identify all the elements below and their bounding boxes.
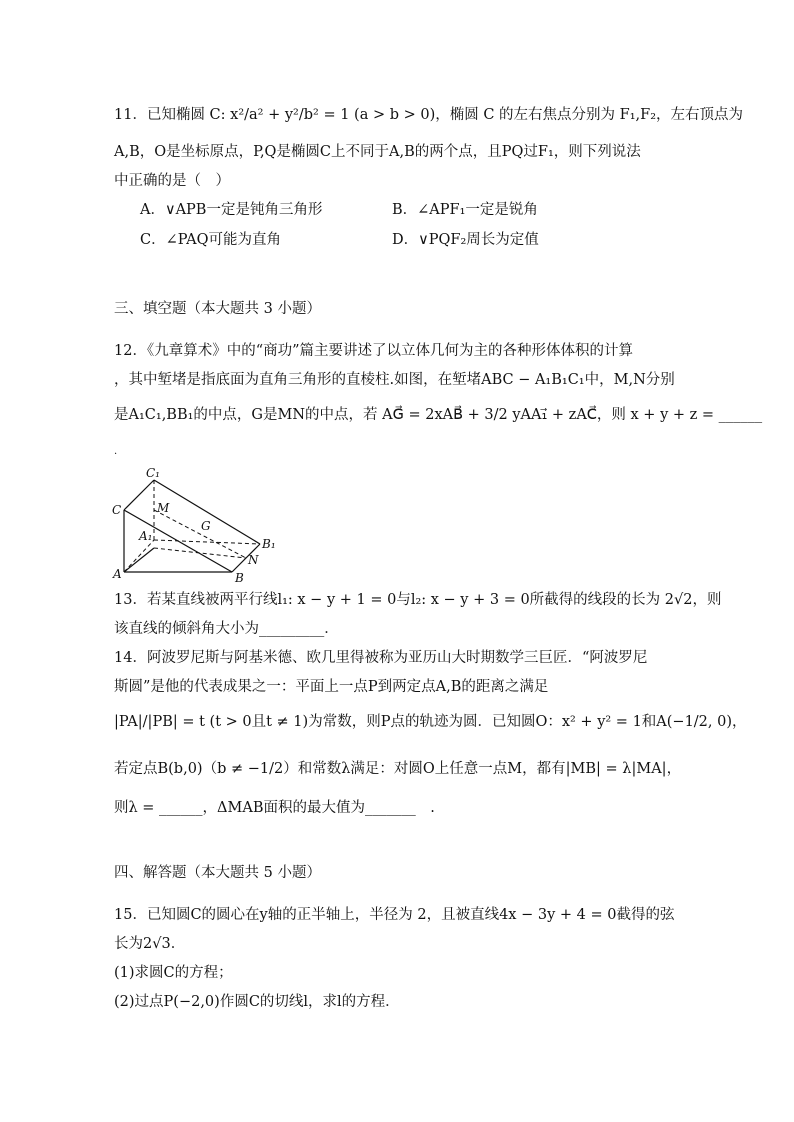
segment-m-n bbox=[154, 510, 246, 558]
q15-line-4: (2)过点P(−2,0)作圆C的切线l，求l的方程． bbox=[114, 994, 400, 1010]
q15-line-2: 长为2√3． bbox=[114, 936, 186, 952]
label-g: G bbox=[201, 519, 211, 533]
label-b: B bbox=[235, 571, 244, 584]
q11-option-c: C．∠PAQ可能为直角 bbox=[140, 232, 282, 248]
label-c1: C₁ bbox=[146, 466, 160, 480]
label-a1: A₁ bbox=[139, 529, 153, 543]
q14-line-5: 则λ = ______，ΔMAB面积的最大值为_______ . bbox=[114, 800, 435, 816]
edge-a-a1 bbox=[124, 540, 154, 572]
label-b1: B₁ bbox=[262, 537, 276, 551]
label-m: M bbox=[157, 501, 170, 515]
q15-line-3: (1)求圆C的方程； bbox=[114, 965, 233, 981]
q12-line-1: 12．《九章算术》中的“商功”篇主要讲述了以立体几何为主的各种形体体积的计算 bbox=[114, 343, 634, 359]
label-n: N bbox=[248, 553, 259, 567]
q13-line-1: 13．若某直线被两平行线l₁: x − y + 1 = 0与l₂: x − y + 3 = 0所截得的线段的长为 2√2，则 bbox=[114, 592, 722, 608]
q14-line-2: 斯圆”是他的代表成果之一：平面上一点P到两定点A,B的距离之满足 bbox=[114, 679, 549, 695]
edge-a1-b1 bbox=[154, 540, 260, 544]
section-3-heading: 三、填空题（本大题共 3 小题） bbox=[114, 301, 321, 317]
q11-line-1: 11．已知椭圆 C: x²/a² + y²/b² = 1 (a > b > 0)，椭圆 C 的左右焦点分别为 F₁,F₂，左右顶点为 bbox=[114, 107, 744, 123]
label-a: A bbox=[113, 567, 122, 581]
label-c: C bbox=[112, 503, 122, 517]
section-4-heading: 四、解答题（本大题共 5 小题） bbox=[114, 865, 321, 881]
prism-diagram bbox=[110, 466, 290, 584]
q11-option-a: A．∨APB一定是钝角三角形 bbox=[140, 202, 323, 218]
q12-line-4: . bbox=[114, 446, 118, 457]
q14-line-3: |PA|/|PB| = t (t > 0且t ≠ 1)为常数，则P点的轨迹为圆．已知圆O：x² + y² = 1和A(−1/2, 0)， bbox=[114, 714, 747, 730]
q15-line-1: 15．已知圆C的圆心在y轴的正半轴上，半径为 2，且被直线4x − 3y + 4 = 0截得的弦 bbox=[114, 907, 675, 923]
q14-line-1: 14．阿波罗尼斯与阿基米德、欧几里得被称为亚历山大时期数学三巨匠．“阿波罗尼 bbox=[114, 650, 648, 666]
q12-line-2: ，其中堑堵是指底面为直角三角形的直棱柱.如图，在堑堵ABC − A₁B₁C₁中，M,N分别 bbox=[114, 372, 675, 388]
prism-figure bbox=[110, 466, 290, 584]
edge-a-g-line bbox=[124, 548, 154, 572]
edge-c-c1 bbox=[124, 480, 154, 510]
q11-line-2: A,B，O是坐标原点，P,Q是椭圆C上不同于A,B的两个点，且PQ过F₁，则下列说法 bbox=[114, 144, 641, 160]
q12-line-3: 是A₁C₁,BB₁的中点，G是MN的中点，若 AG⃗ = 2xAB⃗ + 3/2 yAA₁⃗ + zAC⃗，则 x + y + z = ______ bbox=[114, 407, 763, 423]
q13-line-2: 该直线的倾斜角大小为_________． bbox=[114, 621, 339, 637]
edge-c1-b1 bbox=[154, 480, 260, 544]
q11-option-b: B．∠APF₁一定是锐角 bbox=[392, 202, 538, 218]
q14-line-4: 若定点B(b,0)（b ≠ −1/2）和常数λ满足：对圆O上任意一点M，都有|MB| = λ|MA|， bbox=[114, 761, 682, 777]
q11-option-d: D．∨PQF₂周长为定值 bbox=[392, 232, 539, 248]
q11-line-3: 中正确的是（ ） bbox=[114, 173, 230, 189]
